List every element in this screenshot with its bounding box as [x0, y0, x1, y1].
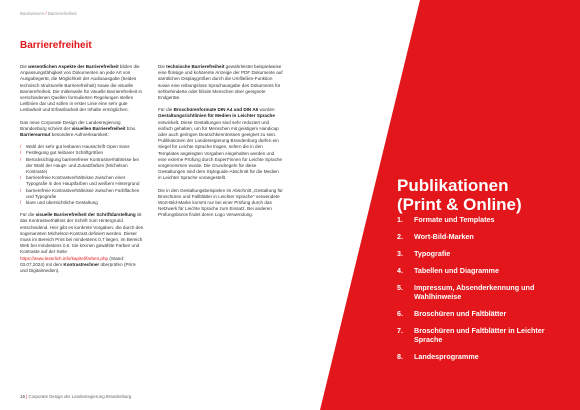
text-run: Die — [20, 64, 29, 69]
cd-paragraph — [20, 120, 145, 139]
technical-paragraph — [158, 64, 283, 101]
list-item: / Festlegung gut lesbarer Schriftgrößen — [20, 150, 145, 156]
text-run: ist das Kontrastverhältnis der Schrift zum Hintergrund entscheidend. Hier gibt es konkrete Vorgaben, die durch den sogenannten Michelson-Kontrast definiert werden. Dieser muss im Bereich Print bei mindestens 0,7 liegen, im Bereich Web bei mindestens 0,6. Sie können gewählte Farben und Kontraste auf der Seite — [20, 212, 144, 255]
bold-run: Gestaltungsrichtlinien für Medien in Leichter Sprache — [158, 113, 275, 119]
text-column-left — [20, 64, 145, 280]
seal-paragraph: Die in den Gestaltungsbeispielen im Abschnitt „Gestaltung für Broschüren und Faltblätter in Leichter Sprache" verwendete Wort-Bild-Marke kommt nur bei einer Prüfung durch das Netzwerk für Leichte Sprache zum Einsatz. Bei anderen Prüfungsbüros findet deren Logo Verwendung. — [158, 187, 283, 218]
text-run: Für die — [158, 107, 174, 113]
toc-number: 2. — [397, 232, 403, 241]
leserlich-link[interactable]: https://www.leserlich.info/kapitel/farben.php — [20, 255, 109, 261]
toc-number: 8. — [397, 352, 403, 361]
chapter-title-line2: (Print & Online) — [397, 195, 522, 214]
toc-number: 4. — [397, 266, 403, 275]
page-number: 16 — [20, 394, 25, 399]
footer-text: Corporate Design der Landesregierung Brandenburg — [28, 394, 132, 399]
toc-label: Impressum, Absenderkennung und Wahlhinweise — [414, 283, 535, 301]
toc-item-easy-language[interactable] — [397, 326, 573, 344]
text-run: gewährleistet beispielweise eine flüssige und kohärente Anzeige der PDF Dokumente auf sämtlichen Displaygrößen durch die Umfließen-Funktion sowie eine reibungslose Sprachausgabe des Dokuments für sehbehinderte oder blinde Menschen über geeignete Endgeräte. — [158, 64, 283, 101]
breadcrumb — [20, 11, 77, 16]
text-run: bzw. — [125, 125, 136, 131]
breadcrumb-current: Barrierefreiheit — [47, 11, 77, 16]
bold-run: visuellen Barrierefreiheit — [71, 125, 126, 131]
toc-number: 7. — [397, 326, 403, 335]
chapter-title — [397, 176, 522, 214]
list-item: / barrierefreie Kontrastverhältnisse zwischen Farbflächen und Typografie — [20, 188, 145, 200]
text-run: wurden — [258, 107, 275, 113]
list-item: / klare und übersichtliche Gestaltung — [20, 200, 145, 206]
feature-list — [20, 144, 145, 206]
contrast-paragraph — [20, 212, 145, 274]
toc-number: 3. — [397, 249, 403, 258]
bold-run: technische Barrierefreiheit — [166, 64, 225, 69]
toc-label: Broschüren und Faltblätter — [414, 309, 507, 318]
bold-run: Broschürenformate DIN A4 und DIN A5 — [173, 107, 259, 113]
breadcrumb-separator: / — [44, 11, 48, 16]
text-run: bilden die Anpassungsfähigkeit von Dokumenten an jede Art von Ausgabegerät, die Möglichkeit der Audioausgabe (beides technisch strukturelle Barrierefreiheit) sowie die visuelle Barrierefreiheit. Die mitlerweile für visuelle Barrierefreiheit in verschiedenen Quellen formulierten Regelungen stellen Leitlinien dar und sollen in erster Linie eine sehr gute Lesbarkeit und Erfassbarkeit der Inhalte ermöglichen. — [20, 64, 143, 113]
toc-label: Wort-Bild-Marken — [414, 232, 474, 241]
bold-run: wesentlichen Aspekte der Barrierefreiheit — [28, 64, 119, 69]
toc-item-imprint[interactable] — [397, 283, 573, 301]
breadcrumb-section: Basiswissen — [20, 11, 45, 16]
text-run: Die — [158, 64, 167, 69]
intro-paragraph — [20, 64, 145, 114]
page-footer — [20, 394, 131, 399]
text-column-right — [158, 64, 283, 225]
list-item: / barrierefreie Kontrastverhältnisse zwischen einer Typografie in den Hauptfarben und weißem Hintergrund — [20, 175, 145, 187]
text-run: Für die — [20, 212, 36, 218]
bold-run: Barrierearmut — [20, 132, 51, 138]
toc-item-programs[interactable] — [397, 352, 573, 361]
toc-label: Typografie — [414, 249, 451, 258]
toc-item-tables[interactable] — [397, 266, 573, 275]
text-run: (Stand: 03.07.2024) mit dem — [20, 255, 125, 267]
toc-item-formats[interactable] — [397, 215, 573, 224]
toc-label: Landesprogramme — [414, 352, 479, 361]
text-run: besondere Aufmerksamkeit: — [50, 132, 109, 138]
easy-language-paragraph — [158, 107, 283, 181]
text-run: entwickelt. Diese Gestaltungen sind sehr reduziert und einfach gehalten, um für Menschen mit geistigem Handicap oder auch geringen Deutschkenntnissen geeignet zu sein. Publikationen der Landesregierung Brandenburg dürfen ein Siegel für Leichte Sprache tragen, sofern die in den Templates angelegten Vorgaben eingehalten werden und eine externe Prüfung durch Expert*innen für Leichte Sprache vorgenommen wurde. Die Grundregeln für diese Gestaltungen sind dem Styleguide-Abschnitt für die Medien in Leichter Sprache vorangestellt. — [158, 119, 283, 181]
toc-item-typography[interactable] — [397, 249, 573, 258]
footer-separator: | — [24, 394, 29, 399]
toc-label: Broschüren und Faltblätter in Leichter Sprache — [414, 326, 545, 344]
text-run: Das neue Corporate Design der Landesregierung Brandenburg scheint der — [20, 119, 121, 131]
toc-label: Tabellen und Diagramme — [414, 266, 499, 275]
bold-run: Kontrastrechner — [63, 261, 100, 267]
bold-run: visuelle Barrierefreiheit der Schriftdarstellung — [35, 212, 136, 218]
toc-number: 5. — [397, 283, 403, 292]
toc-number: 1. — [397, 215, 403, 224]
toc-number: 6. — [397, 309, 403, 318]
table-of-contents — [397, 215, 573, 369]
toc-label: Formate und Templates — [414, 215, 495, 224]
chapter-title-line1: Publikationen — [397, 176, 509, 195]
toc-item-brochures[interactable] — [397, 309, 573, 318]
text-run: überprüfen (Print- und Digitalmedien). — [20, 261, 137, 274]
list-item: / Wahl der sehr gut lesbaren Hausschrift Open Sans — [20, 144, 145, 150]
toc-item-logos[interactable] — [397, 232, 573, 241]
page-title: Barrierefreiheit — [20, 40, 92, 51]
list-item: / Berücksichtigung barrierefreier Kontrastverhältnisse bei der Wahl der Haupt- und Zusatzfarben (Michelson Kontraste) — [20, 157, 145, 176]
